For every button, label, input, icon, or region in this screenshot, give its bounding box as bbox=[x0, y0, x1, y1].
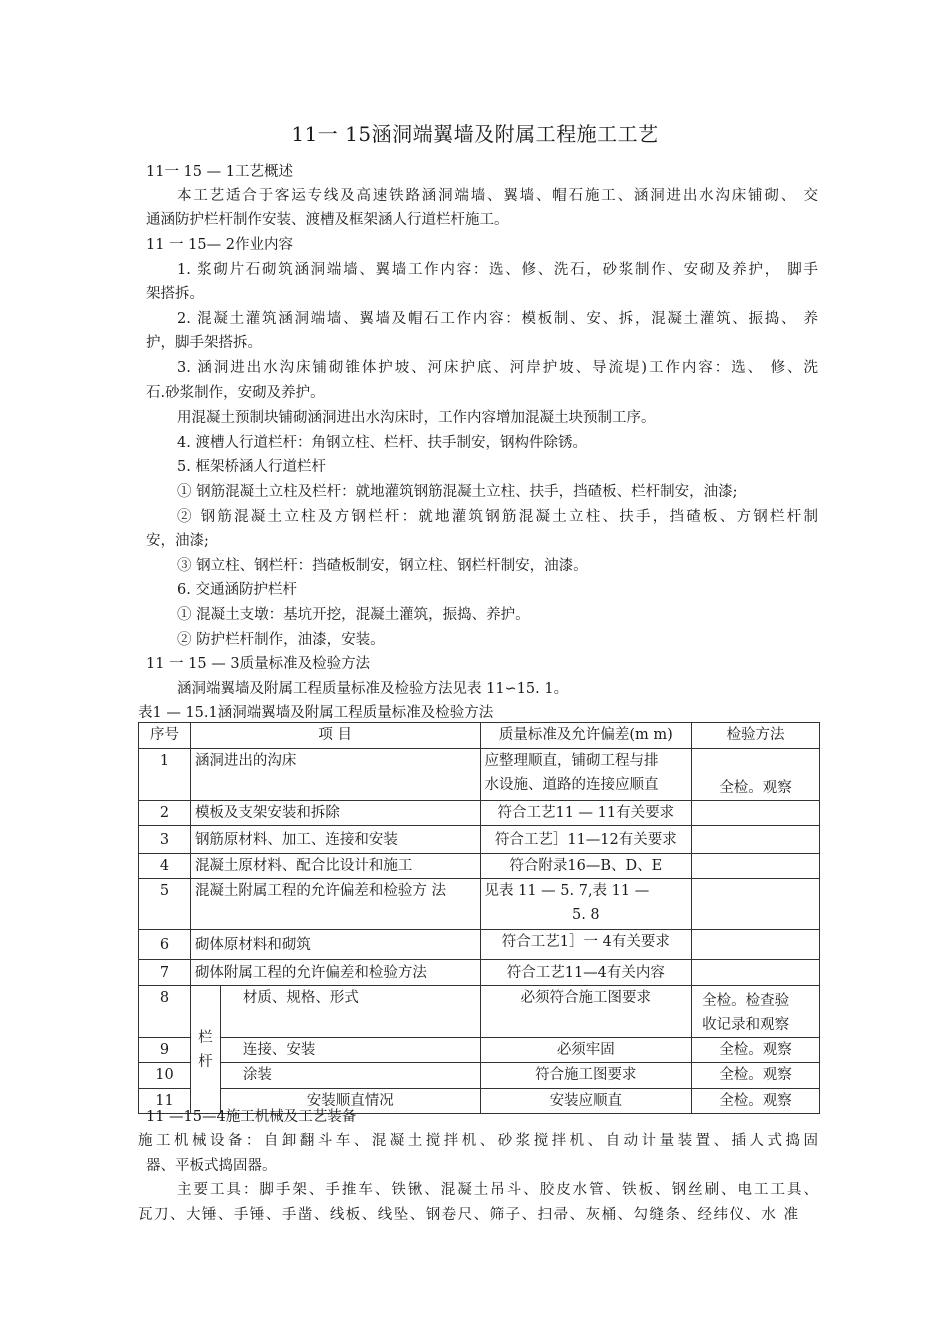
paragraph-line: 施工机械设备：自卸翻斗车、混凝土搅拌机、砂浆搅拌机、自动计量装置、插人式捣固 bbox=[138, 1133, 818, 1149]
cell-item: 材质、规格、形式 bbox=[220, 986, 480, 1038]
table-row bbox=[139, 1063, 820, 1089]
document-title: 11一 15涵洞端翼墙及附属工程施工工艺 bbox=[291, 122, 659, 146]
paragraph-line: ② 防护栏杆制作，油漆，安装。 bbox=[177, 632, 385, 648]
header-cell-item: 项 目 bbox=[190, 723, 480, 749]
cell-method: 全检。观察 bbox=[692, 1063, 820, 1089]
cell-standard-line: 见表 11 — 5. 7,表 11 — bbox=[484, 883, 650, 899]
cell-method bbox=[692, 986, 820, 1038]
railing-group-label bbox=[190, 986, 220, 1114]
paragraph-line: 4. 渡槽人行道栏杆：角钢立柱、栏杆、扶手制安，钢构件除锈。 bbox=[177, 435, 587, 451]
cell-standard: 必须牢固 bbox=[480, 1038, 692, 1063]
cell-item: 钢筋原材料、加工、连接和安装 bbox=[190, 826, 480, 854]
cell-no: 8 bbox=[139, 986, 191, 1038]
paragraph-line: 通涵防护栏杆制作安装、渡槽及框架涵人行道栏杆施工。 bbox=[146, 212, 509, 228]
cell-item: 砌体原材料和砌筑 bbox=[190, 930, 480, 960]
cell-method: 全检。观察 bbox=[692, 749, 820, 801]
cell-standard-line: 水设施、道路的连接应顺直 bbox=[484, 777, 659, 793]
cell-standard-line: 5. 8 bbox=[571, 907, 600, 923]
paragraph-line: 用混凝土预制块铺砌涵洞进出水沟床时，工作内容增加混凝土块预制工序。 bbox=[177, 410, 656, 426]
cell-method bbox=[692, 930, 820, 960]
section-heading-1: 11一 15 — 1工艺概述 bbox=[146, 164, 293, 180]
cell-no: 11 bbox=[139, 1089, 191, 1114]
cell-no: 6 bbox=[139, 930, 191, 960]
cell-method: 全检。观察 bbox=[692, 1089, 820, 1114]
paragraph-line: 器、平板式捣固器。 bbox=[146, 1158, 277, 1174]
cell-item: 连接、安装 bbox=[220, 1038, 480, 1063]
table-row bbox=[139, 1038, 820, 1063]
cell-method bbox=[692, 960, 820, 986]
paragraph-line: ③ 钢立柱、钢栏杆：挡碴板制安，钢立柱、钢栏杆制安，油漆。 bbox=[177, 558, 588, 574]
table-caption: 表1 — 15.1涵洞端翼墙及附属工程质量标准及检验方法 bbox=[138, 705, 494, 721]
cell-method-line: 全检。检查验 bbox=[702, 993, 790, 1009]
paragraph-line: 安，油漆; bbox=[146, 533, 209, 549]
cell-method-line: 收记录和观察 bbox=[702, 1017, 790, 1033]
paragraph-line: 3. 涵洞进出水沟床铺砌锥体护坡、河床护底、河岸护坡、导流堤)工作内容：选、 修、洗 bbox=[177, 360, 818, 376]
cell-no: 1 bbox=[139, 749, 191, 801]
cell-no: 2 bbox=[139, 801, 191, 826]
cell-standard: 符合施工图要求 bbox=[480, 1063, 692, 1089]
paragraph-line: 2. 混凝土灌筑涵洞端墙、翼墙及帽石工作内容：模板制、安、拆，混凝土灌筑、振捣、 养 bbox=[177, 311, 818, 327]
table-header-row bbox=[139, 723, 820, 749]
cell-item: 模板及支架安装和拆除 bbox=[190, 801, 480, 826]
paragraph-line: 1. 浆砌片石砌筑涵洞端墙、翼墙工作内容：选、修、洗石，砂浆制作、安砌及养护， 脚手 bbox=[177, 262, 818, 278]
cell-standard: 符合工艺11 — 11有关要求 bbox=[480, 801, 692, 826]
cell-standard: 符合工艺］11—12有关要求 bbox=[480, 826, 692, 854]
table-row bbox=[139, 826, 820, 854]
table-row bbox=[139, 854, 820, 879]
cell-method bbox=[692, 879, 820, 930]
cell-no: 10 bbox=[139, 1063, 191, 1089]
quality-standard-table bbox=[138, 722, 820, 1114]
cell-no: 5 bbox=[139, 879, 191, 930]
cell-standard: 符合工艺11—4有关内容 bbox=[480, 960, 692, 986]
cell-method: 全检。观察 bbox=[692, 1038, 820, 1063]
cell-standard bbox=[480, 749, 692, 801]
paragraph-line: 5. 框架桥涵人行道栏杆 bbox=[177, 459, 326, 475]
table-row bbox=[139, 960, 820, 986]
cell-method bbox=[692, 801, 820, 826]
section-heading-2: 11 一 15— 2作业内容 bbox=[146, 237, 293, 253]
table-row bbox=[139, 801, 820, 826]
table-row bbox=[139, 986, 820, 1038]
cell-standard-line: 应整理顺直，铺砌工程与排 bbox=[484, 753, 659, 769]
section-heading-4: 11 —15—4施工机械及工艺装备 bbox=[146, 1109, 357, 1125]
cell-item: 安装顺直情况 bbox=[220, 1089, 480, 1114]
table-row bbox=[139, 879, 820, 930]
table-row bbox=[139, 930, 820, 960]
cell-no: 4 bbox=[139, 854, 191, 879]
paragraph-line: 护，脚手架搭拆。 bbox=[146, 335, 262, 351]
cell-standard bbox=[480, 879, 692, 930]
paragraph-line: ① 钢筋混凝土立柱及栏杆：就地灌筑钢筋混凝土立柱、扶手，挡碴板、栏杆制安，油漆; bbox=[177, 484, 738, 500]
cell-method bbox=[692, 854, 820, 879]
cell-item: 混凝土附属工程的允许偏差和检验方 法 bbox=[190, 879, 480, 930]
cell-no: 3 bbox=[139, 826, 191, 854]
paragraph-line: 主要工具：脚手架、手推车、铁锹、混凝土吊斗、胶皮水管、铁板、钢丝刷、电工工具、 bbox=[177, 1182, 818, 1198]
cell-item: 涂装 bbox=[220, 1063, 480, 1089]
cell-standard: 必须符合施工图要求 bbox=[480, 986, 692, 1038]
paragraph-line: 涵洞端翼墙及附属工程质量标准及检验方法见表 11∽15. 1。 bbox=[177, 681, 569, 697]
cell-item: 砌体附属工程的允许偏差和检验方法 bbox=[190, 960, 480, 986]
cell-item: 涵洞进出的沟床 bbox=[190, 749, 480, 801]
railing-label-char: 栏 bbox=[198, 1029, 213, 1046]
paragraph-line: ② 钢筋混凝土立柱及方钢栏杆：就地灌筑钢筋混凝土立柱、扶手，挡碴板、方钢栏杆制 bbox=[177, 509, 818, 525]
cell-standard: 符合附录16—B、D、E bbox=[480, 854, 692, 879]
cell-method bbox=[692, 826, 820, 854]
cell-standard: 符合工艺1］一 4有关要求 bbox=[480, 930, 692, 960]
cell-item: 混凝土原材料、配合比设计和施工 bbox=[190, 854, 480, 879]
header-cell-method: 检验方法 bbox=[692, 723, 820, 749]
paragraph-line: 本工艺适合于客运专线及高速铁路涵洞端墙、翼墙、帽石施工、涵洞进出水沟床铺砌、 交 bbox=[177, 188, 818, 204]
paragraph-line: 瓦刀、大锤、手锤、手凿、线板、线坠、钢卷尺、筛子、扫帚、灰桶、勾缝条、经纬仪、水 准 bbox=[138, 1207, 798, 1223]
cell-no: 9 bbox=[139, 1038, 191, 1063]
table-row bbox=[139, 749, 820, 801]
header-cell-standard: 质量标准及允许偏差(m m) bbox=[480, 723, 692, 749]
paragraph-line: 架搭拆。 bbox=[146, 286, 204, 302]
cell-no: 7 bbox=[139, 960, 191, 986]
paragraph-line: 6. 交通涵防护栏杆 bbox=[177, 582, 297, 598]
paragraph-line: ① 混凝土支墩：基坑开挖，混凝土灌筑，振捣、养护。 bbox=[177, 607, 530, 623]
paragraph-line: 石.砂浆制作，安砌及养护。 bbox=[146, 385, 325, 401]
cell-standard: 安装应顺直 bbox=[480, 1089, 692, 1114]
railing-label-char: 杆 bbox=[198, 1053, 213, 1070]
section-heading-3: 11 一 15 — 3质量标准及检验方法 bbox=[146, 656, 371, 672]
header-cell-no: 序号 bbox=[139, 723, 191, 749]
